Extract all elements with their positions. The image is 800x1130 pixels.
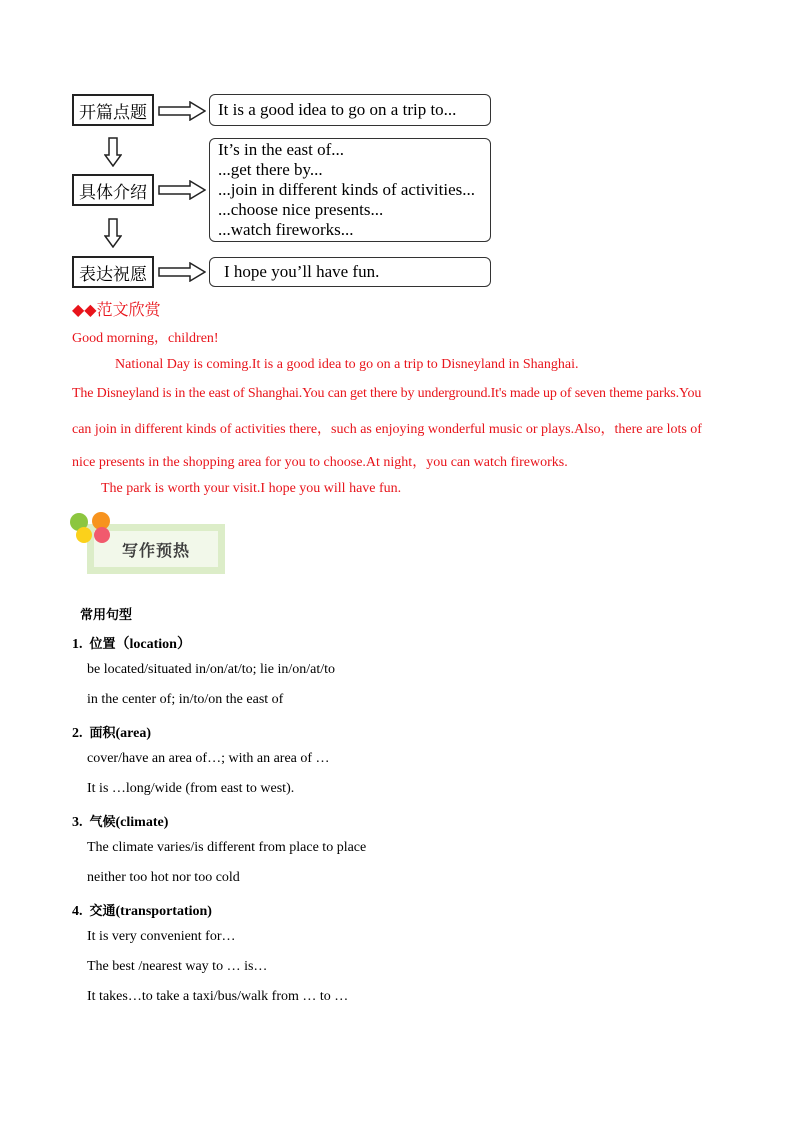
- flow-label-details: 具体介绍: [72, 174, 154, 206]
- flow-line: ...choose nice presents...: [218, 200, 384, 219]
- essay-line: nice presents in the shopping area for you to choose.At night，you can watch fireworks.: [72, 455, 568, 470]
- pattern-heading: [72, 633, 191, 653]
- arrow-right-icon: [158, 180, 206, 200]
- flow-label-wishes: 表达祝愿: [72, 256, 154, 288]
- flow-line: I hope you’ll have fun.: [224, 262, 380, 281]
- arrow-down-icon: [104, 137, 122, 167]
- patterns-title: 常用句型: [80, 608, 133, 623]
- pattern-topic-en: （location）: [115, 637, 191, 652]
- flow-content-intro: [209, 94, 491, 126]
- pattern-topic-zh: 气候: [89, 815, 116, 830]
- arrow-down-icon: [104, 218, 122, 248]
- pattern-heading: [72, 722, 151, 742]
- pattern-topic-en: (climate): [115, 815, 169, 830]
- pattern-item: The climate varies/is different from place to place: [87, 840, 367, 855]
- essay-line: The Disneyland is in the east of Shanghai.You can get there by underground.It's made up of seven theme parks.You: [72, 386, 702, 401]
- arrow-right-icon: [158, 101, 206, 121]
- pattern-item: It takes…to take a taxi/bus/walk from … to …: [87, 989, 349, 1004]
- pattern-item: cover/have an area of…; with an area of …: [87, 751, 330, 766]
- flow-line: ...join in different kinds of activities...: [218, 180, 476, 199]
- pattern-item: neither too hot nor too cold: [87, 870, 240, 885]
- flow-line: It is a good idea to go on a trip to...: [218, 100, 457, 119]
- flow-label-intro: 开篇点题: [72, 94, 154, 126]
- sample-essay-title: ◆◆范文欣赏: [72, 300, 161, 319]
- pattern-item: be located/situated in/on/at/to; lie in/on/at/to: [87, 662, 336, 677]
- flow-line: It’s in the east of...: [218, 140, 345, 159]
- flow-content-details: [209, 138, 491, 242]
- flower-icon: [94, 527, 110, 543]
- pattern-topic-zh: 位置: [89, 637, 116, 652]
- pattern-item: It is …long/wide (from east to west).: [87, 781, 295, 796]
- flow-line: ...get there by...: [218, 160, 323, 179]
- pattern-number: 4.: [72, 904, 83, 919]
- badge-panel: [94, 531, 218, 567]
- essay-line: National Day is coming.It is a good idea to go on a trip to Disneyland in Shanghai.: [115, 357, 579, 372]
- pattern-number: 1.: [72, 637, 83, 652]
- essay-line: can join in different kinds of activities there，such as enjoying wonderful music or plays.Also，there are lots of: [72, 422, 702, 437]
- pattern-heading: [72, 900, 212, 920]
- badge-title: 写作预热: [121, 540, 190, 560]
- flower-icon: [76, 527, 92, 543]
- pattern-item: It is very convenient for…: [87, 929, 236, 944]
- pattern-topic-en: (transportation): [115, 904, 212, 919]
- essay-line: The park is worth your visit.I hope you will have fun.: [101, 481, 402, 496]
- flow-content-wishes: [209, 257, 491, 287]
- pattern-topic-en: (area): [115, 726, 152, 741]
- arrow-right-icon: [158, 262, 206, 282]
- pattern-number: 2.: [72, 726, 83, 741]
- pattern-heading: [72, 811, 168, 831]
- essay-greeting: Good morning，children!: [72, 331, 219, 346]
- pattern-item: in the center of; in/to/on the east of: [87, 692, 284, 707]
- pattern-topic-zh: 面积: [89, 726, 116, 741]
- pattern-number: 3.: [72, 815, 83, 830]
- pattern-item: The best /nearest way to … is…: [87, 959, 268, 974]
- flow-line: ...watch fireworks...: [218, 220, 354, 239]
- pattern-topic-zh: 交通: [89, 904, 116, 919]
